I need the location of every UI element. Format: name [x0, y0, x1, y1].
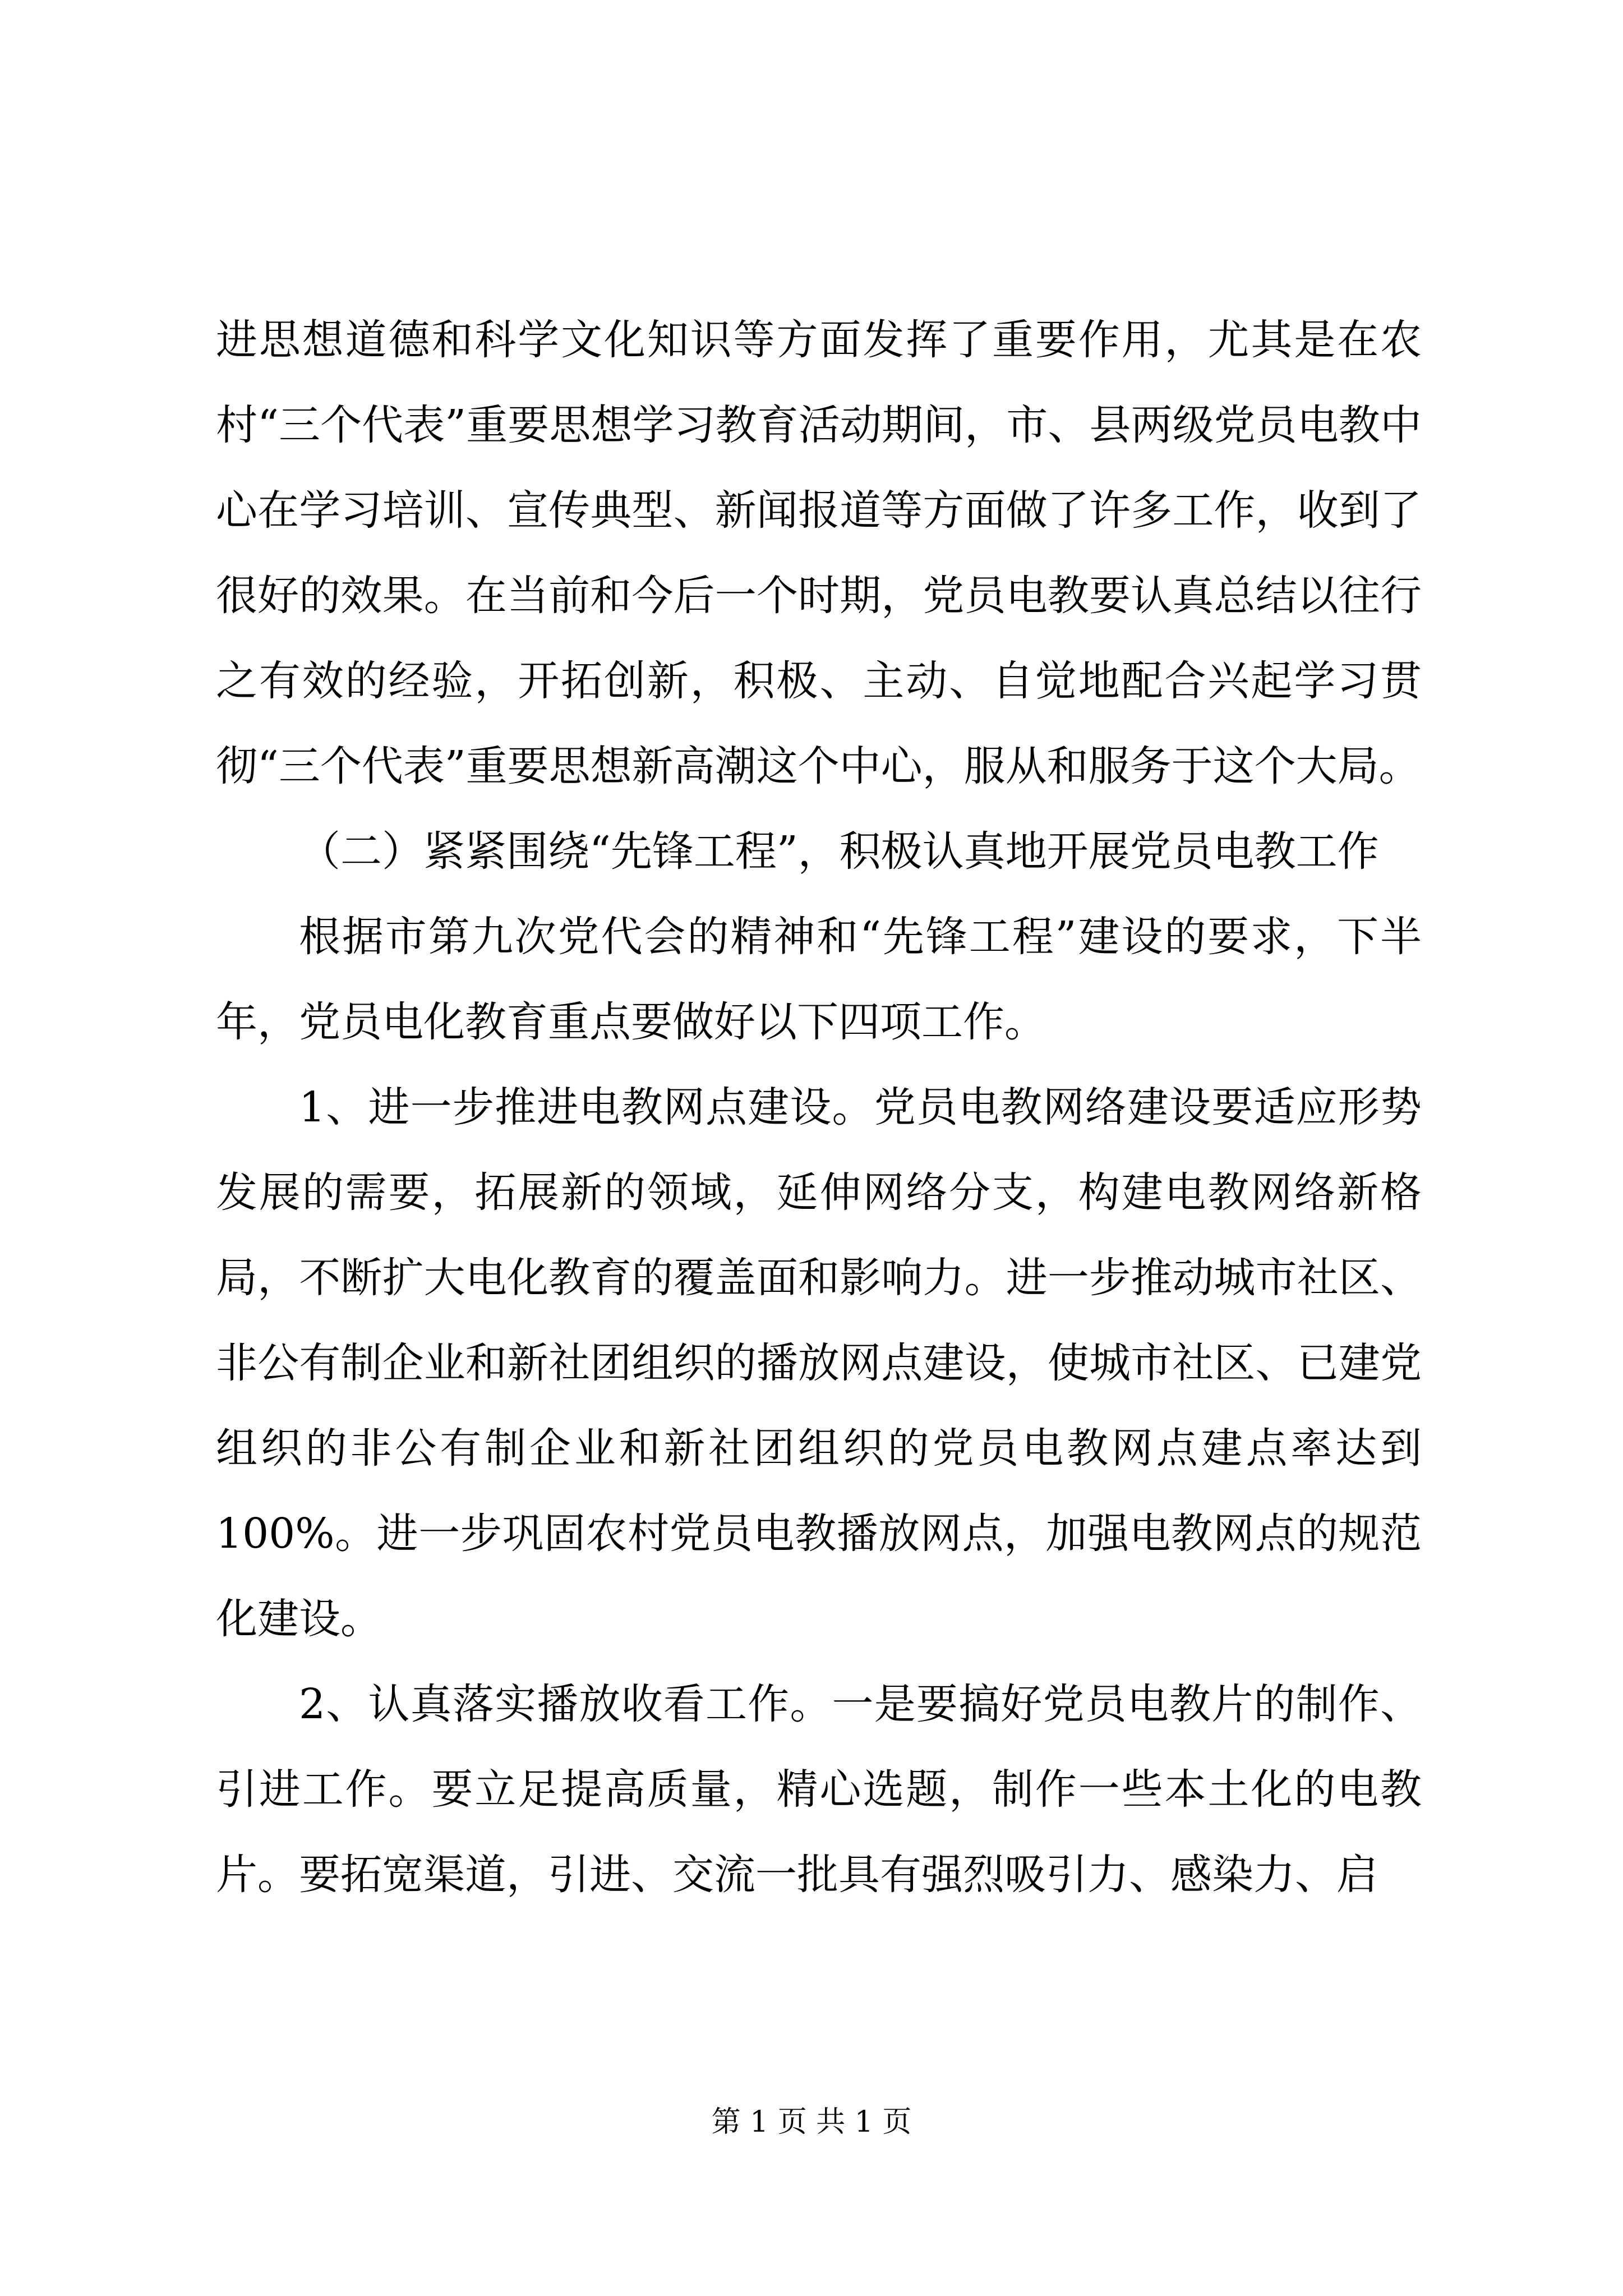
paragraph-intro: 根据市第九次党代会的精神和“先锋工程”建设的要求，下半年，党员电化教育重点要做好以下四项工作。 [216, 913, 1422, 1046]
page-footer: 第 1 页 共 1 页 [711, 2105, 912, 2139]
paragraph-item-2: 2、认真落实播放收看工作。一是要搞好党员电教片的制作、引进工作。要立足提高质量，精心选题，制作一些本土化的电教片。要拓宽渠道，引进、交流一批具有强烈吸引力、感染力、启 [216, 1680, 1422, 1899]
document-body [216, 297, 1422, 1917]
section-heading: （二）紧紧围绕“先锋工程”，积极认真地开展党员电教工作 [299, 827, 1379, 876]
paragraph-item-1: 1、进一步推进电教网点建设。党员电教网络建设要适应形势发展的需要，拓展新的领域，延伸网络分支，构建电教网络新格局，不断扩大电化教育的覆盖面和影响力。进一步推动城市社区、非公有制企业和新社团组织的播放网点建设，使城市社区、已建党组织的非公有制企业和新社团组织的党员电教网点建点率达到100%。进一步巩固农村党员电教播放网点，加强电教网点的规范化建设。 [216, 1083, 1422, 1643]
paragraph-continuation: 进思想道德和科学文化知识等方面发挥了重要作用，尤其是在农村“三个代表”重要思想学习教育活动期间，市、县两级党员电教中心在学习培训、宣传典型、新闻报道等方面做了许多工作，收到了很好的效果。在当前和今后一个时期，党员电教要认真总结以往行之有效的经验，开拓创新，积极、主动、自觉地配合兴起学习贯彻“三个代表”重要思想新高潮这个中心，服从和服务于这个大局。 [216, 316, 1422, 790]
